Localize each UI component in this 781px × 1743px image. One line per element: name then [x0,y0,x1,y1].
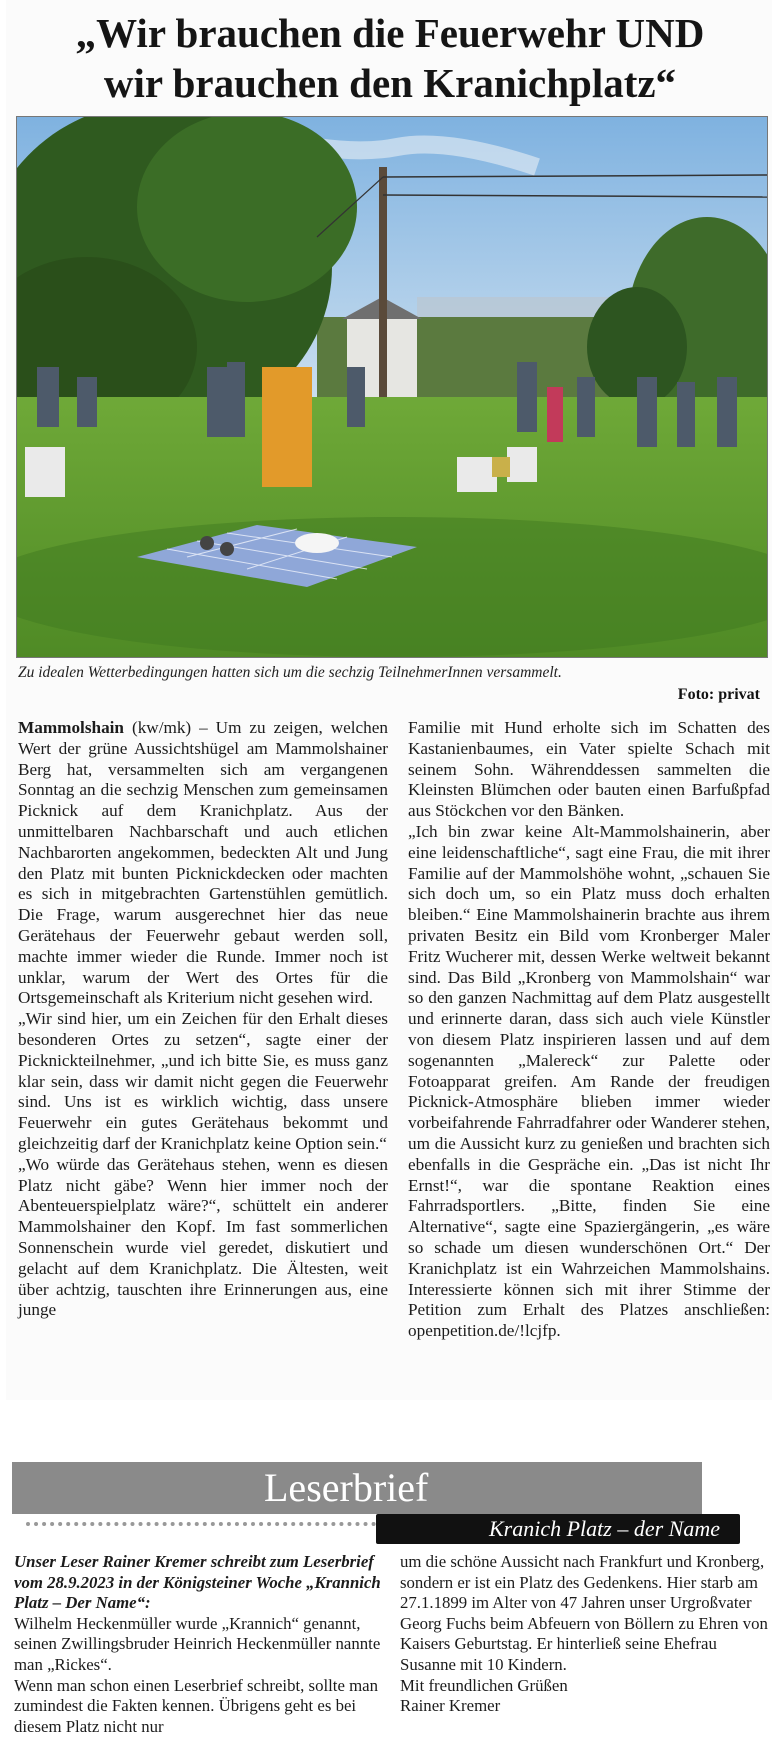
letter-paragraph-2: Wenn man schon einen Leserbrief schreibt, sollte man zumindest die Fakten kennen. Übrigens geht es bei diesem Platz nicht nur [14,1675,378,1736]
letter-column-right [400,1552,772,1717]
letter-intro: Unser Leser Rainer Kremer schreibt zum Leserbrief vom 28.9.2023 in der Königsteiner Woche „Krannich Platz – Der Name“: [14,1552,381,1613]
picnic-photo [16,116,768,658]
photo-credit: Foto: privat [677,686,760,703]
article-column-right [408,718,770,1342]
reader-letter [6,1452,772,1742]
letter-subtitle: Kranich Platz – der Name [489,1516,720,1541]
article-paragraph-4: Familie mit Hund erholte sich im Schatten des Kastanienbaumes, ein Vater spielte Schach mit seinem Sohn. Währenddessen sammelten die Kleinsten Blümchen oder bauten einen Barfußpfad aus Stöckchen vor den Bänken. [408,718,770,821]
article-paragraph-5: „Ich bin zwar keine Alt-Mammolshainerin, aber eine leidenschaftliche“, sagt eine Frau, die mit ihrer Familie auf der Mammolshöhe wohnt, „schauen Sie sich doch um, so ein Platz muss doch erhalten bleiben.“ Eine Mammolshainerin brachte aus ihrem privaten Besitz ein Bild vom Kronberger Maler Fritz Wucherer mit, dessen Werke weltweit bekannt sind. Das Bild „Kronberg von Mammolshain“ war so den ganzen Nachmittag auf dem Platz ausgestellt und erinnerte daran, dass sich auch viele Künstler von diesem Platz inspirieren lassen und auf dem sogenannten „Malereck“ zur Palette oder Fotoapparat greifen. Am Rande der freudigen Picknick-Atmosphäre blieben immer wieder vorbeifahrende Fahrradfahrer oder Wanderer stehen, um die Aussicht kurz zu genießen und brachten sich ebenfalls in die Gespräche ein. „Das ist nicht Ihr Ernst!“, war die spontane Reaktion eines Fahrradsportlers. „Bitte, finden Sie eine Alternative“, sagte eine Spaziergängerin, „es wäre so schade um diesen wunderschönen Ort.“ Der Kranichplatz ist ein Wahrzeichen Mammolshains. Interessierte können sich mit ihrer Stimme der Petition zum Erhalt des Platzes anschließen: openpetition.de/!lcjfp. [408,821,770,1341]
headline-line-2: wir brauchen den Kranichplatz“ [103,60,677,106]
article-paragraph-3: „Wo würde das Gerätehaus stehen, wenn es diesen Platz nicht gäbe? Wenn hier immer noch der Abenteuerspielplatz wäre?“, schüttelt ein anderer Mammolshainer den Kopf. Im fast sommerlichen Sonnenschein wurde viel geredet, diskutiert und gelacht auf dem Kranichplatz. Die Ältesten, weit über achtzig, tauschten ihre Erinnerungen aus, eine junge [18,1154,388,1320]
subtitle-bar [376,1514,740,1544]
news-article [6,0,772,1400]
article-paragraph-1-text: (kw/mk) – Um zu zeigen, welchen Wert der grüne Aussichtshügel am Mammolshainer Berg hat, versammelten sich am vergangenen Sonntag an die sechzig Menschen zum gemeinsamen Picknick auf dem Kranichplatz. Aus der unmittelbaren Nachbarschaft und auch etlichen Nachbarorten angekommen, bedeckten Alt und Jung den Platz mit bunten Picknickdecken oder machten es sich in mitgebrachten Gartenstühlen gemütlich. Die Frage, warum ausgerechnet hier das neue Gerätehaus der Feuerwehr gebaut werden soll, machte immer wieder die Runde. Immer noch ist unklar, warum der Wert des Ortes für die Ortsgemeinschaft als Kriterium nicht gesehen wird. [18,718,388,1008]
dotted-divider [26,1520,376,1526]
article-headline [20,8,760,108]
letter-greeting: Mit freundlichen Grüßen [400,1675,568,1695]
section-title: Leserbrief [264,1465,429,1510]
article-dateline: Mammolshain [18,718,124,737]
letter-signature: Rainer Kremer [400,1696,501,1716]
letter-paragraph-3: um die schöne Aussicht nach Frankfurt und Kronberg, sondern er ist ein Platz des Gedenkens. Hier starb am 27.1.1899 im Alter von 47 Jahren unser Urgroßvater Georg Fuchs beim Abfeuern von Böllern zu Ehren von Kaisers Geburtstag. Er hinterließ seine Ehefrau Susanne mit 10 Kindern. [400,1552,768,1674]
article-column-left [18,718,388,1321]
article-paragraph-1 [18,718,388,1009]
letter-column-left [14,1552,386,1737]
article-paragraph-2: „Wir sind hier, um ein Zeichen für den Erhalt dieses besonderen Ortes zu setzen“, sagte einer der Picknickteilnehmer, „und ich bitte Sie, es muss ganz klar sein, dass wir damit nicht gegen die Feuerwehr sind. Uns ist es wirklich wichtig, dass unsere Feuerwehr ein gutes Gerätehaus bekommt und gleichzeitig darf der Kranichplatz keine Option sein.“ [18,1009,388,1153]
letter-paragraph-1: Wilhelm Heckenmüller wurde „Krannich“ genannt, seinen Zwillingsbruder Heinrich Heckenmüller nannte man „Rickes“. [14,1613,381,1674]
headline-line-1: „Wir brauchen die Feuerwehr UND [75,10,705,56]
photo-caption: Zu idealen Wetterbedingungen hatten sich um die sechzig TeilnehmerInnen versammelt. [18,664,562,681]
